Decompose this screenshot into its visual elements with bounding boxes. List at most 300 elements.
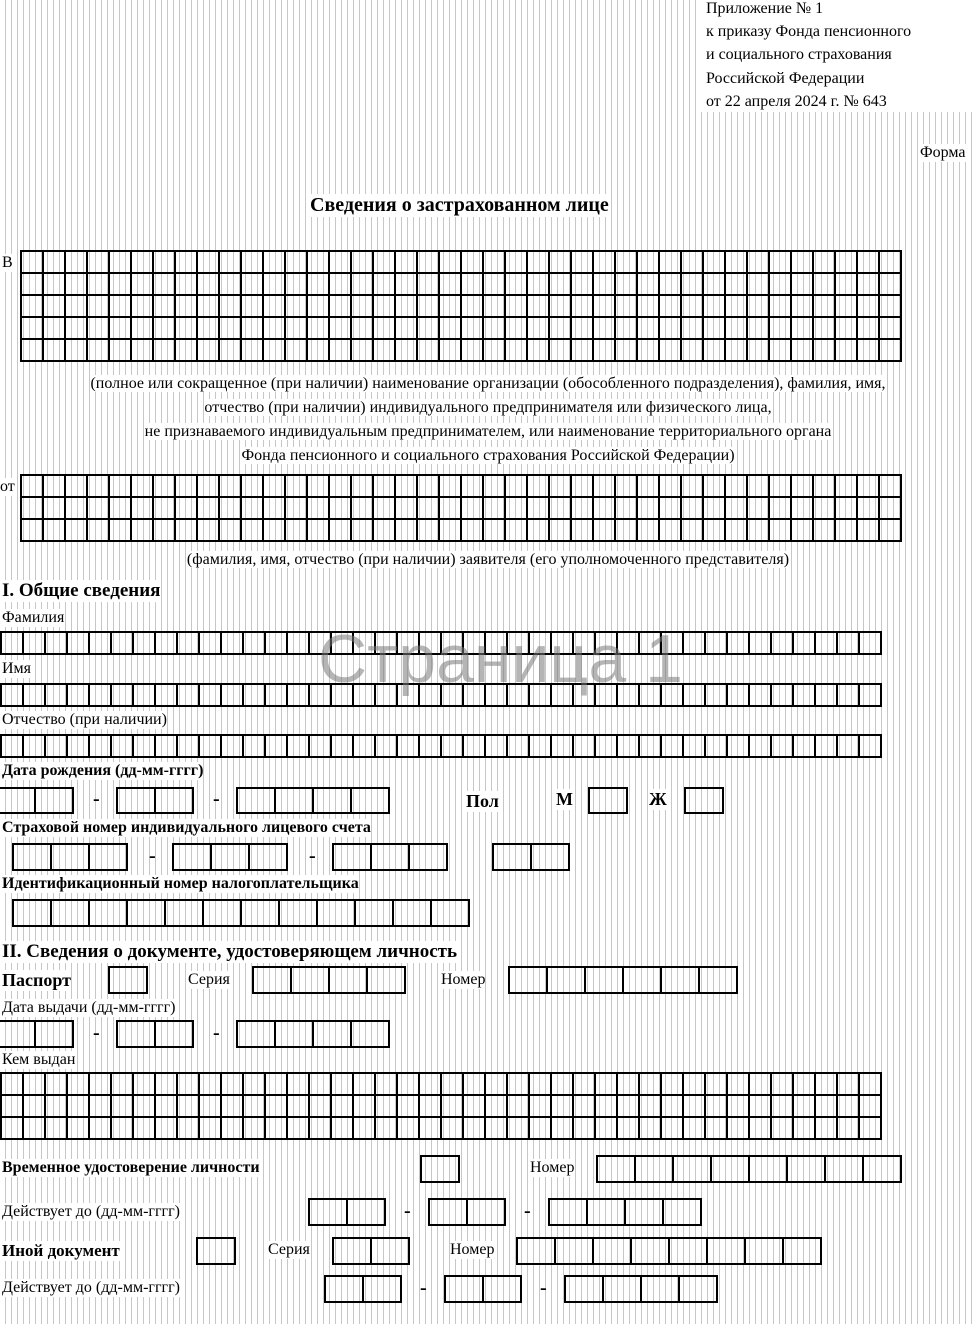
form-cell[interactable] [308,274,330,296]
form-cell[interactable] [176,520,198,542]
form-cell[interactable] [838,633,860,655]
form-cell[interactable] [46,1074,68,1096]
form-cell[interactable] [682,340,704,362]
form-cell[interactable] [330,340,352,362]
snils-part1-grid[interactable] [12,843,128,871]
form-cell[interactable] [288,1074,310,1096]
form-cell[interactable] [308,296,330,318]
form-cell[interactable] [266,633,288,655]
form-cell[interactable] [640,1096,662,1118]
passport-number-grid[interactable] [508,966,738,994]
form-cell[interactable] [330,296,352,318]
form-cell[interactable] [596,1096,618,1118]
form-cell[interactable] [90,736,112,758]
form-cell[interactable] [372,845,410,871]
form-cell[interactable] [352,476,374,498]
form-cell[interactable] [264,340,286,362]
form-cell[interactable] [706,1096,728,1118]
passport-checkbox[interactable] [108,966,148,994]
form-cell[interactable] [178,1118,200,1140]
form-cell[interactable] [624,968,662,994]
form-cell[interactable] [204,901,242,927]
form-cell[interactable] [44,520,66,542]
form-cell[interactable] [134,1096,156,1118]
form-cell[interactable] [772,736,794,758]
form-cell[interactable] [748,252,770,274]
form-cell[interactable] [494,845,532,871]
form-cell[interactable] [684,736,706,758]
form-cell[interactable] [398,1118,420,1140]
temp-valid-month-grid[interactable] [428,1198,506,1226]
form-cell[interactable] [686,789,724,814]
form-cell[interactable] [398,633,420,655]
form-cell[interactable] [572,296,594,318]
form-cell[interactable] [420,1074,442,1096]
form-cell[interactable] [222,685,244,707]
form-cell[interactable] [684,633,706,655]
form-cell[interactable] [308,318,330,340]
form-cell[interactable] [684,1118,706,1140]
form-cell[interactable] [156,633,178,655]
form-cell[interactable] [552,1118,574,1140]
form-cell[interactable] [292,968,330,994]
form-cell[interactable] [330,476,352,498]
form-cell[interactable] [90,1118,112,1140]
form-cell[interactable] [528,252,550,274]
form-cell[interactable] [574,1096,596,1118]
form-cell[interactable] [2,633,24,655]
form-cell[interactable] [572,252,594,274]
form-cell[interactable] [174,845,212,871]
form-cell[interactable] [590,789,628,814]
form-cell[interactable] [264,274,286,296]
form-cell[interactable] [266,685,288,707]
form-cell[interactable] [748,296,770,318]
form-cell[interactable] [618,1074,640,1096]
form-cell[interactable] [880,274,902,296]
form-cell[interactable] [616,498,638,520]
form-cell[interactable] [510,968,548,994]
form-cell[interactable] [682,318,704,340]
form-cell[interactable] [484,252,506,274]
form-cell[interactable] [574,633,596,655]
form-cell[interactable] [352,340,374,362]
form-cell[interactable] [418,252,440,274]
form-cell[interactable] [242,901,280,927]
issue-month-grid[interactable] [116,1020,194,1048]
issue-year-grid[interactable] [236,1020,390,1048]
form-cell[interactable] [530,685,552,707]
form-cell[interactable] [332,1118,354,1140]
form-cell[interactable] [132,252,154,274]
form-cell[interactable] [112,1118,134,1140]
form-cell[interactable] [484,318,506,340]
form-cell[interactable] [222,1096,244,1118]
form-cell[interactable] [572,340,594,362]
form-cell[interactable] [594,498,616,520]
form-cell[interactable] [858,340,880,362]
form-cell[interactable] [572,520,594,542]
form-cell[interactable] [700,968,738,994]
form-cell[interactable] [616,520,638,542]
form-cell[interactable] [420,1118,442,1140]
form-cell[interactable] [242,520,264,542]
form-cell[interactable] [596,1118,618,1140]
form-cell[interactable] [374,476,396,498]
form-cell[interactable] [88,498,110,520]
form-cell[interactable] [572,318,594,340]
form-cell[interactable] [860,736,882,758]
form-cell[interactable] [418,318,440,340]
form-cell[interactable] [198,296,220,318]
form-cell[interactable] [46,1118,68,1140]
form-cell[interactable] [132,340,154,362]
form-cell[interactable] [594,1239,632,1265]
form-cell[interactable] [640,633,662,655]
form-cell[interactable] [792,318,814,340]
form-cell[interactable] [682,252,704,274]
form-cell[interactable] [726,340,748,362]
form-cell[interactable] [220,498,242,520]
form-cell[interactable] [0,789,36,814]
form-cell[interactable] [220,318,242,340]
form-cell[interactable] [326,1277,364,1303]
form-cell[interactable] [280,901,318,927]
form-cell[interactable] [352,789,390,814]
form-cell[interactable] [640,1074,662,1096]
form-cell[interactable] [44,498,66,520]
form-cell[interactable] [266,1074,288,1096]
form-cell[interactable] [22,520,44,542]
form-cell[interactable] [176,340,198,362]
form-cell[interactable] [330,498,352,520]
birth-month-grid[interactable] [116,787,194,814]
form-cell[interactable] [816,633,838,655]
form-cell[interactable] [814,520,836,542]
form-cell[interactable] [770,340,792,362]
form-cell[interactable] [670,1239,708,1265]
form-cell[interactable] [220,296,242,318]
form-cell[interactable] [418,520,440,542]
form-cell[interactable] [156,1118,178,1140]
form-cell[interactable] [508,1118,530,1140]
form-cell[interactable] [288,633,310,655]
form-cell[interactable] [396,476,418,498]
form-cell[interactable] [44,476,66,498]
form-cell[interactable] [586,968,624,994]
form-cell[interactable] [726,318,748,340]
issued-by-grid[interactable] [0,1072,882,1140]
form-cell[interactable] [748,520,770,542]
form-cell[interactable] [638,498,660,520]
form-cell[interactable] [508,633,530,655]
form-cell[interactable] [318,901,356,927]
form-cell[interactable] [632,1239,670,1265]
snils-part2-grid[interactable] [172,843,288,871]
form-cell[interactable] [264,296,286,318]
form-cell[interactable] [200,736,222,758]
form-cell[interactable] [858,274,880,296]
form-cell[interactable] [396,498,418,520]
form-cell[interactable] [532,845,570,871]
form-cell[interactable] [352,252,374,274]
form-cell[interactable] [618,1096,640,1118]
form-cell[interactable] [528,318,550,340]
form-cell[interactable] [354,1074,376,1096]
form-cell[interactable] [440,296,462,318]
form-cell[interactable] [506,498,528,520]
form-cell[interactable] [548,968,586,994]
form-cell[interactable] [308,476,330,498]
form-cell[interactable] [68,685,90,707]
form-cell[interactable] [528,340,550,362]
form-cell[interactable] [354,633,376,655]
form-cell[interactable] [110,520,132,542]
form-cell[interactable] [314,1022,352,1048]
form-cell[interactable] [376,1074,398,1096]
form-cell[interactable] [506,252,528,274]
form-cell[interactable] [792,252,814,274]
birth-year-grid[interactable] [236,787,390,814]
form-cell[interactable] [772,685,794,707]
form-cell[interactable] [638,274,660,296]
form-cell[interactable] [22,340,44,362]
form-cell[interactable] [422,1157,460,1183]
issue-day-grid[interactable] [0,1020,74,1048]
form-cell[interactable] [354,1118,376,1140]
form-cell[interactable] [506,476,528,498]
form-cell[interactable] [66,498,88,520]
form-cell[interactable] [814,296,836,318]
form-cell[interactable] [352,520,374,542]
form-cell[interactable] [310,1074,332,1096]
form-cell[interactable] [770,476,792,498]
form-cell[interactable] [750,1157,788,1183]
form-cell[interactable] [68,633,90,655]
form-cell[interactable] [242,476,264,498]
form-cell[interactable] [374,296,396,318]
form-cell[interactable] [880,476,902,498]
form-cell[interactable] [176,274,198,296]
form-cell[interactable] [154,274,176,296]
form-cell[interactable] [442,685,464,707]
form-cell[interactable] [24,1074,46,1096]
form-cell[interactable] [838,736,860,758]
form-cell[interactable] [374,252,396,274]
form-cell[interactable] [660,340,682,362]
name-grid[interactable] [0,683,882,707]
form-cell[interactable] [574,1118,596,1140]
form-cell[interactable] [556,1239,594,1265]
form-cell[interactable] [440,274,462,296]
form-cell[interactable] [178,1096,200,1118]
form-cell[interactable] [858,498,880,520]
form-cell[interactable] [880,318,902,340]
form-cell[interactable] [36,789,74,814]
form-cell[interactable] [286,274,308,296]
form-cell[interactable] [154,296,176,318]
form-cell[interactable] [310,685,332,707]
form-cell[interactable] [398,1096,420,1118]
form-cell[interactable] [660,252,682,274]
form-cell[interactable] [484,296,506,318]
form-cell[interactable] [154,340,176,362]
form-cell[interactable] [22,274,44,296]
form-cell[interactable] [528,498,550,520]
form-cell[interactable] [44,274,66,296]
other-valid-day-grid[interactable] [324,1275,402,1303]
form-cell[interactable] [858,318,880,340]
form-cell[interactable] [66,274,88,296]
form-cell[interactable] [550,318,572,340]
form-cell[interactable] [728,1074,750,1096]
form-cell[interactable] [596,736,618,758]
form-cell[interactable] [860,685,882,707]
form-cell[interactable] [662,633,684,655]
inn-grid[interactable] [12,899,470,927]
form-cell[interactable] [816,1074,838,1096]
form-cell[interactable] [794,633,816,655]
form-cell[interactable] [250,845,288,871]
form-cell[interactable] [594,252,616,274]
form-cell[interactable] [814,252,836,274]
form-cell[interactable] [726,520,748,542]
form-cell[interactable] [154,252,176,274]
form-cell[interactable] [748,498,770,520]
form-cell[interactable] [264,498,286,520]
form-cell[interactable] [288,1096,310,1118]
form-cell[interactable] [398,1074,420,1096]
form-cell[interactable] [816,1096,838,1118]
form-cell[interactable] [118,1022,156,1048]
form-cell[interactable] [330,968,368,994]
form-cell[interactable] [550,476,572,498]
form-cell[interactable] [486,685,508,707]
form-cell[interactable] [442,1074,464,1096]
form-cell[interactable] [598,1157,636,1183]
form-cell[interactable] [640,685,662,707]
form-cell[interactable] [14,901,52,927]
form-cell[interactable] [276,1022,314,1048]
form-cell[interactable] [440,318,462,340]
form-cell[interactable] [288,736,310,758]
form-cell[interactable] [198,476,220,498]
form-cell[interactable] [396,520,418,542]
form-cell[interactable] [572,476,594,498]
form-cell[interactable] [88,274,110,296]
form-cell[interactable] [118,789,156,814]
form-cell[interactable] [410,845,448,871]
form-cell[interactable] [530,1096,552,1118]
form-cell[interactable] [332,633,354,655]
form-cell[interactable] [22,296,44,318]
form-cell[interactable] [24,1096,46,1118]
form-cell[interactable] [200,1096,222,1118]
other-doc-series-grid[interactable] [332,1237,410,1265]
form-cell[interactable] [156,736,178,758]
applicant-name-grid[interactable] [20,474,902,542]
form-cell[interactable] [68,1074,90,1096]
form-cell[interactable] [420,633,442,655]
form-cell[interactable] [374,498,396,520]
form-cell[interactable] [276,789,314,814]
form-cell[interactable] [156,789,194,814]
form-cell[interactable] [530,1074,552,1096]
form-cell[interactable] [244,736,266,758]
other-valid-year-grid[interactable] [564,1275,718,1303]
form-cell[interactable] [44,318,66,340]
form-cell[interactable] [112,1096,134,1118]
form-cell[interactable] [464,736,486,758]
form-cell[interactable] [814,340,836,362]
form-cell[interactable] [310,1096,332,1118]
form-cell[interactable] [2,1074,24,1096]
form-cell[interactable] [508,736,530,758]
form-cell[interactable] [176,296,198,318]
form-cell[interactable] [596,1074,618,1096]
form-cell[interactable] [396,296,418,318]
form-cell[interactable] [726,274,748,296]
form-cell[interactable] [22,498,44,520]
form-cell[interactable] [198,1239,236,1265]
form-cell[interactable] [200,1074,222,1096]
form-cell[interactable] [814,476,836,498]
form-cell[interactable] [44,340,66,362]
form-cell[interactable] [310,633,332,655]
form-cell[interactable] [604,1277,642,1303]
form-cell[interactable] [814,498,836,520]
form-cell[interactable] [704,520,726,542]
form-cell[interactable] [662,685,684,707]
form-cell[interactable] [132,318,154,340]
form-cell[interactable] [528,476,550,498]
form-cell[interactable] [860,1096,882,1118]
form-cell[interactable] [110,318,132,340]
form-cell[interactable] [220,340,242,362]
form-cell[interactable] [836,520,858,542]
form-cell[interactable] [446,1277,484,1303]
form-cell[interactable] [468,1200,506,1226]
form-cell[interactable] [618,685,640,707]
form-cell[interactable] [682,498,704,520]
form-cell[interactable] [704,340,726,362]
form-cell[interactable] [772,633,794,655]
form-cell[interactable] [200,685,222,707]
form-cell[interactable] [66,520,88,542]
form-cell[interactable] [90,633,112,655]
form-cell[interactable] [836,476,858,498]
form-cell[interactable] [748,274,770,296]
form-cell[interactable] [110,252,132,274]
form-cell[interactable] [46,736,68,758]
form-cell[interactable] [816,685,838,707]
form-cell[interactable] [222,633,244,655]
form-cell[interactable] [594,340,616,362]
form-cell[interactable] [24,685,46,707]
form-cell[interactable] [772,1074,794,1096]
form-cell[interactable] [176,476,198,498]
form-cell[interactable] [640,1118,662,1140]
form-cell[interactable] [220,274,242,296]
form-cell[interactable] [506,520,528,542]
form-cell[interactable] [750,1096,772,1118]
form-cell[interactable] [52,901,90,927]
form-cell[interactable] [110,968,148,994]
form-cell[interactable] [462,520,484,542]
form-cell[interactable] [574,736,596,758]
form-cell[interactable] [68,736,90,758]
form-cell[interactable] [712,1157,750,1183]
